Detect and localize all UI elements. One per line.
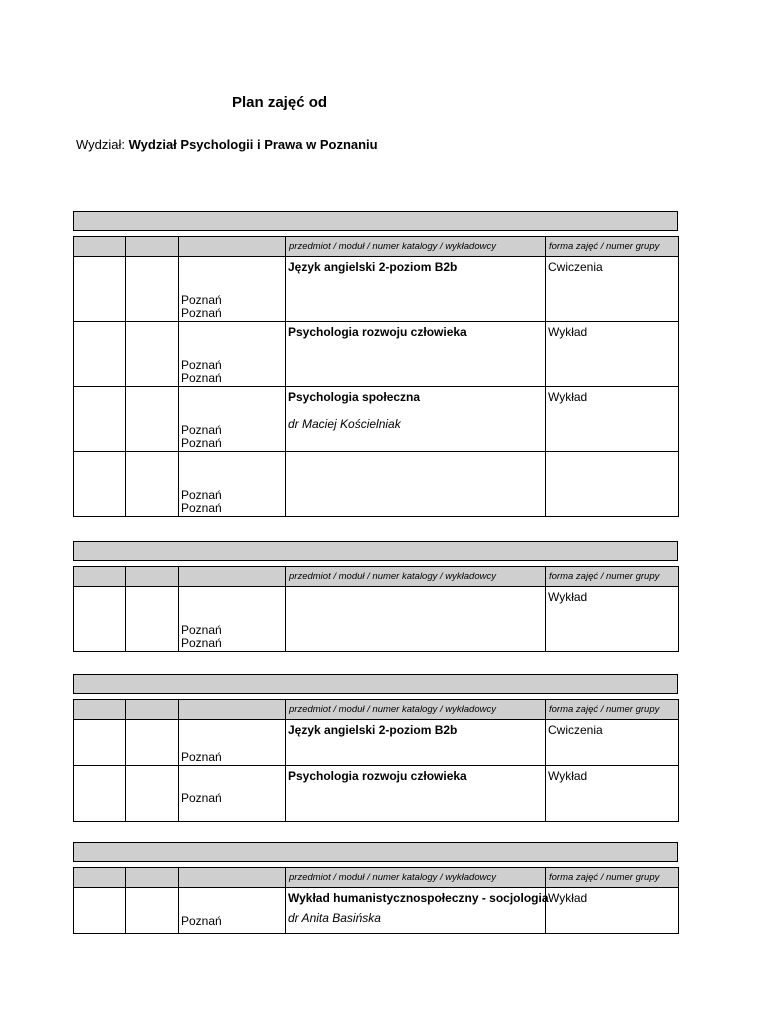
class-form: Wykład — [548, 390, 588, 404]
location-text: Poznań — [181, 750, 222, 764]
subject-name: Język angielski 2-poziom B2b — [288, 723, 458, 737]
location-cell — [179, 888, 286, 934]
faculty-label: Wydział: — [76, 137, 129, 152]
location-cell — [179, 322, 286, 387]
location-cell — [179, 720, 286, 766]
location-text: Poznań — [181, 791, 222, 805]
subject-header: przedmiot / moduł / numer katalogy / wykładowcy — [286, 868, 546, 888]
location-cell — [179, 766, 286, 822]
location-text: Poznań — [181, 371, 222, 385]
section-header-bar — [73, 674, 678, 694]
subject-cell — [286, 387, 546, 452]
table-header-row — [74, 567, 679, 587]
table-header-row — [74, 700, 679, 720]
table-row — [74, 387, 679, 452]
schedule-table — [73, 867, 679, 934]
location-text: Poznań — [181, 623, 222, 637]
form-cell — [546, 587, 679, 652]
table-row — [74, 888, 679, 934]
location-text: Poznań — [181, 306, 222, 320]
subject-cell — [286, 720, 546, 766]
location-text: Poznań — [181, 293, 222, 307]
schedule-table — [73, 699, 679, 822]
schedule-section — [73, 541, 678, 652]
subject-cell — [286, 888, 549, 934]
location-text: Poznań — [181, 436, 222, 450]
subject-cell — [286, 587, 546, 652]
subject-header: przedmiot / moduł / numer katalogy / wykładowcy — [286, 700, 546, 720]
class-form: Wykład — [548, 590, 588, 604]
table-header-row — [74, 868, 679, 888]
schedule-table — [73, 236, 679, 517]
subject-name: Psychologia rozwoju człowieka — [288, 325, 467, 339]
faculty-name: Wydział Psychologii i Prawa w Poznaniu — [128, 137, 378, 152]
location-text: Poznań — [181, 358, 222, 372]
subject-cell — [286, 322, 546, 387]
page-title: Plan zajęć od — [232, 94, 328, 111]
form-cell — [546, 720, 679, 766]
subject-name: Psychologia rozwoju człowieka — [288, 769, 467, 783]
form-header: forma zajęć / numer grupy — [546, 700, 679, 720]
form-cell — [546, 452, 679, 517]
form-header: forma zajęć / numer grupy — [546, 567, 679, 587]
subject-cell — [286, 766, 546, 822]
location-cell — [179, 452, 286, 517]
location-text: Poznań — [181, 488, 222, 502]
subject-name: Wykład humanistycznospołeczny - socjologia — [288, 891, 549, 905]
table-row — [74, 257, 679, 322]
location-cell — [179, 257, 286, 322]
form-cell — [546, 387, 679, 452]
location-cell — [179, 387, 286, 452]
location-cell — [179, 587, 286, 652]
form-header: forma zajęć / numer grupy — [546, 868, 679, 888]
schedule-section — [73, 211, 678, 517]
location-text: Poznań — [181, 501, 222, 515]
class-form: Cwiczenia — [548, 260, 603, 274]
subject-header: przedmiot / moduł / numer katalogy / wykładowcy — [286, 567, 546, 587]
subject-cell — [286, 452, 546, 517]
table-row — [74, 587, 679, 652]
form-header: forma zajęć / numer grupy — [546, 237, 679, 257]
table-row — [74, 720, 679, 766]
schedule-section — [73, 674, 678, 822]
class-form: Wykład — [548, 769, 588, 783]
subject-header: przedmiot / moduł / numer katalogy / wykładowcy — [286, 237, 546, 257]
lecturer-name: dr Anita Basińska — [288, 911, 381, 925]
form-cell — [546, 257, 679, 322]
subject-cell — [286, 257, 546, 322]
table-row — [74, 766, 679, 822]
table-row — [74, 322, 679, 387]
location-text: Poznań — [181, 636, 222, 650]
section-header-bar — [73, 541, 678, 561]
location-text: Poznań — [181, 914, 222, 928]
form-cell — [546, 888, 679, 934]
schedule-table — [73, 566, 679, 652]
section-header-bar — [73, 842, 678, 862]
class-form: Wykład — [548, 891, 588, 905]
section-header-bar — [73, 211, 678, 231]
subject-name: Psychologia społeczna — [288, 390, 421, 404]
faculty-line — [76, 137, 378, 152]
class-form: Wykład — [548, 325, 588, 339]
subject-name: Język angielski 2-poziom B2b — [288, 260, 458, 274]
schedule-section — [73, 842, 678, 934]
location-text: Poznań — [181, 423, 222, 437]
form-cell — [546, 766, 679, 822]
class-form: Cwiczenia — [548, 723, 603, 737]
table-header-row — [74, 237, 679, 257]
form-cell — [546, 322, 679, 387]
lecturer-name: dr Maciej Kościelniak — [288, 417, 401, 431]
table-row — [74, 452, 679, 517]
